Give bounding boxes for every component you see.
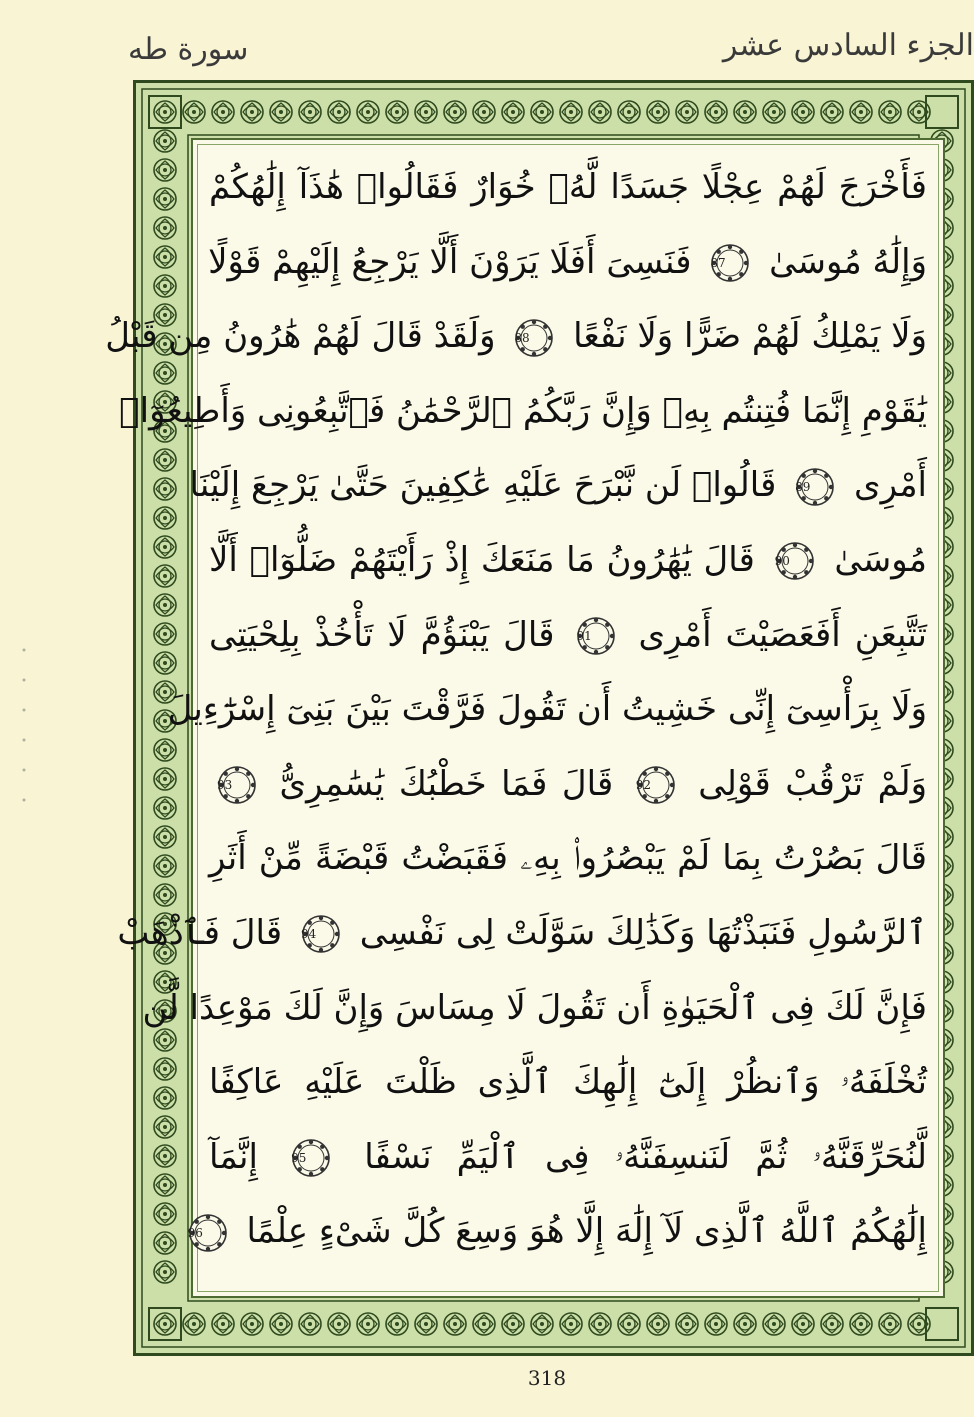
margin-decoration (20, 640, 28, 820)
verse-line (203, 523, 933, 598)
verse-text: وَلَمْ تَرْقُبْ قَوْلِى (698, 763, 927, 804)
margin-dots-icon (20, 640, 28, 820)
verse-text: فَإِنَّ لَكَ فِى ٱلْحَيَوٰةِ أَن تَقُولَ لَا مِسَاسَ وَإِنَّ لَكَ مَوْعِدًا لَّن (142, 987, 927, 1028)
verse-line (117, 896, 933, 971)
verse-line (203, 1120, 933, 1195)
verse-line (187, 1194, 933, 1269)
ayah-number: 87 (710, 256, 726, 271)
ayah-number-marker (710, 243, 750, 283)
verse-text: تَتَّبِعَنِ أَفَعَصَيْتَ أَمْرِى (638, 614, 927, 655)
verse-line (142, 971, 933, 1046)
verse-text: قَالُوا۟ لَن نَّبْرَحَ عَلَيْهِ عَٰكِفِينَ حَتَّىٰ يَرْجِعَ إِلَيْنَا (189, 465, 777, 506)
ayah-number: 92 (635, 778, 651, 793)
verse-line (203, 150, 933, 225)
verse-text: وَلَا يَمْلِكُ لَهُمْ ضَرًّا وَلَا نَفْعًا (573, 316, 927, 357)
ayah-number-marker (188, 1213, 228, 1253)
ayah-number: 89 (795, 479, 811, 494)
verse-line (203, 598, 933, 673)
verse-text: تُخْلَفَهُۥ وَٱنظُرْ إِلَىٰٓ إِلَٰهِكَ ٱلَّذِى ظَلْتَ عَلَيْهِ عَاكِفًا (209, 1062, 927, 1103)
ayah-number: 95 (291, 1151, 307, 1166)
verse-text: قَالَ فَمَا خَطْبُكَ يَٰسَٰمِرِىُّ (279, 763, 614, 804)
verse-text: مُوسَىٰ (834, 539, 928, 580)
juz-label: الجزء السادس عشر (722, 28, 974, 63)
page-header (128, 22, 974, 78)
verse-line (105, 299, 933, 374)
surah-name-label: سورة طه (128, 32, 249, 67)
ayah-number: 90 (774, 554, 790, 569)
verse-text: فَنَسِىَ أَفَلَا يَرَوْنَ أَلَّا يَرْجِعُ إِلَيْهِمْ قَوْلًا (208, 241, 692, 282)
verse-text: وَإِلَٰهُ مُوسَىٰ (769, 241, 927, 282)
ayah-number: 94 (300, 927, 317, 942)
verse-text: أَمْرِى (853, 465, 927, 506)
ayah-number: 93 (217, 778, 233, 793)
verse-text: وَلَقَدْ قَالَ لَهُمْ هَٰرُونُ مِن قَبْلُ (105, 316, 496, 357)
verse-line (203, 821, 933, 896)
ayah-number-marker (775, 541, 815, 581)
ayah-number: 91 (576, 629, 592, 644)
verse-text: ٱلرَّسُولِ فَنَبَذْتُهَا وَكَذَٰلِكَ سَوَّلَتْ لِى نَفْسِى (359, 912, 927, 953)
verse-line (189, 448, 933, 523)
verse-text: لَّنُحَرِّقَنَّهُۥ ثُمَّ لَنَنسِفَنَّهُۥ فِى ٱلْيَمِّ نَسْفًا (364, 1136, 927, 1177)
verse-text: إِلَٰهُكُمُ ٱللَّهُ ٱلَّذِى لَآ إِلَٰهَ إِلَّا هُوَ وَسِعَ كُلَّ شَىْءٍ عِلْمًا (246, 1211, 927, 1252)
verse-line (119, 374, 933, 449)
verse-lines (105, 150, 933, 1286)
verse-text: قَالَ بَصُرْتُ بِمَا لَمْ يَبْصُرُوا۟ بِهِۦ فَقَبَضْتُ قَبْضَةً مِّنْ أَثَرِ (209, 838, 927, 879)
ayah-number-marker (576, 616, 616, 656)
verse-line (203, 1045, 933, 1120)
ayah-number-marker (795, 467, 835, 507)
verse-text: إِنَّمَآ (209, 1136, 258, 1177)
ayah-number: 96 (187, 1225, 203, 1240)
verse-line (203, 225, 933, 300)
verse-text: يَٰقَوْمِ إِنَّمَا فُتِنتُم بِهِۦ وَإِنَّ رَبَّكُمُ ٱلرَّحْمَٰنُ فَٱتَّبِعُونِى وَأَطِيعُوٓا۟ (119, 390, 927, 431)
ayah-number-marker (514, 318, 554, 358)
ayah-number-marker (291, 1138, 331, 1178)
verse-line (203, 747, 933, 822)
verse-text: قَالَ يَٰهَٰرُونُ مَا مَنَعَكَ إِذْ رَأَيْتَهُمْ ضَلُّوٓا۟ أَلَّا (209, 539, 755, 580)
verse-text: قَالَ فَٱذْهَبْ (117, 912, 283, 953)
page-number: 318 (527, 1366, 567, 1390)
verse-text-panel (105, 138, 945, 1298)
ayah-number-marker (636, 765, 676, 805)
verse-text: قَالَ يَبْنَؤُمَّ لَا تَأْخُذْ بِلِحْيَتِى (209, 614, 555, 655)
verse-text: فَأَخْرَجَ لَهُمْ عِجْلًا جَسَدًا لَّهُۥ خُوَارٌ فَقَالُوا۟ هَٰذَآ إِلَٰهُكُمْ (209, 167, 927, 207)
ayah-number: 88 (514, 330, 530, 345)
ayah-number-marker (217, 765, 257, 805)
verse-line (167, 672, 933, 747)
ayah-number-marker (301, 914, 341, 954)
verse-text: وَلَا بِرَأْسِىٓ إِنِّى خَشِيتُ أَن تَقُولَ فَرَّقْتَ بَيْنَ بَنِىٓ إِسْرَٰٓءِيلَ (167, 689, 927, 730)
